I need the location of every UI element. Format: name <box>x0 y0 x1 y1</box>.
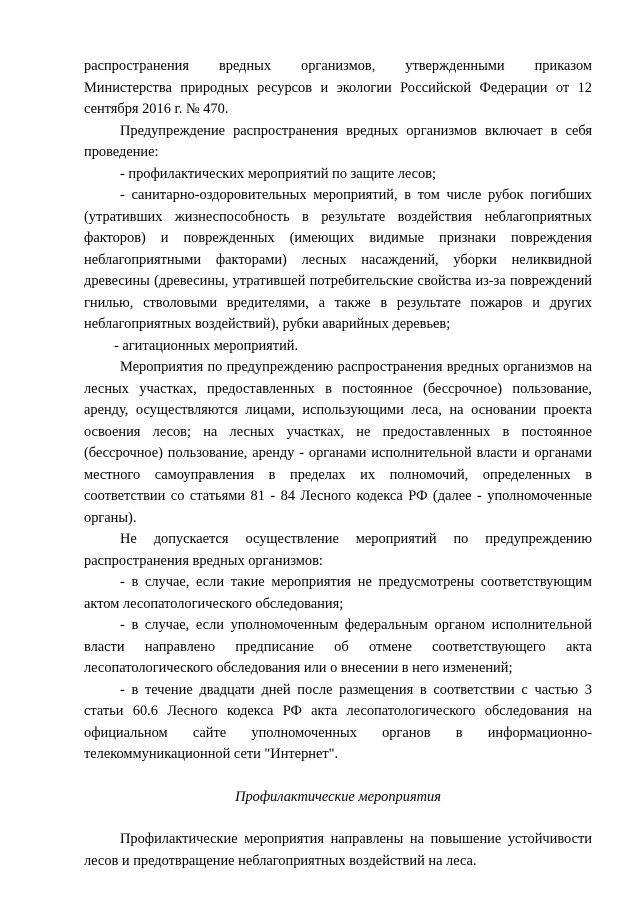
list-item-agitation: - агитационных мероприятий. <box>114 337 299 354</box>
paragraph-5: Профилактические мероприятия направлены на повышение устойчивости лесов и предотвращение неблагоприятных воздействий на леса. <box>84 831 592 869</box>
spacer <box>84 766 592 787</box>
document-page <box>84 56 592 872</box>
paragraph-1-line-2: Министерства природных ресурсов и экологии Российской Федерации от 12 сентября 2016 г. № 470. <box>84 79 592 117</box>
paragraph-1-line-1: распространения вредных организмов, утвержденными приказом <box>84 58 592 74</box>
case-item-2: - в случае, если уполномоченным федеральным органом исполнительной власти направлено предписание об отмене соответствующего акта лесопатологического обследования или о внесении в него изменений; <box>84 617 592 676</box>
case-item-1: - в случае, если такие мероприятия не предусмотрены соответствующим актом лесопатологического обследования; <box>84 574 592 612</box>
case-item-3: - в течение двадцати дней после размещения в соответствии с частью 3 статьи 60.6 Лесного кодекса РФ акта лесопатологического обследования на официальном сайте уполномоченных органов в информационно-телекоммуникационной сети "Интернет". <box>84 681 592 762</box>
list-item-prophylactic: - профилактических мероприятий по защите лесов; <box>120 165 437 182</box>
paragraph-3: Мероприятия по предупреждению распространения вредных организмов на лесных участках, предоставленных в постоянное (бессрочное) пользование, аренду, осуществляются лицами, использующими леса, на основании проекта освоения лесов; на лесных участках, не предоставленных в постоянное (бессрочное) пользование, аренду - органами исполнительной власти и органами местного самоуправления в пределах их полномочий, определенных в соответствии со статьями 81 - 84 Лесного кодекса РФ (далее - уполномоченные органы). <box>84 359 592 526</box>
paragraph-2: Предупреждение распространения вредных организмов включает в себя проведение: <box>84 122 592 160</box>
section-heading: Профилактические мероприятия <box>235 788 441 805</box>
paragraph-4: Не допускается осуществление мероприятий по предупреждению распространения вредных организмов: <box>84 531 592 569</box>
list-item-sanitary: - санитарно-оздоровительных мероприятий, в том числе рубок погибших (утративших жизнеспособность в результате воздействия неблагоприятных факторов) и поврежденных (имеющих видимые признаки повреждения неблагоприятными факторами) лесных насаждений, уборки неликвидной древесины (древесины, утратившей потребительские свойства из-за повреждений гнилью, стволовыми вредителями, а также в результате пожаров и других неблагоприятных воздействий), рубки аварийных деревьев; <box>84 187 592 332</box>
spacer <box>84 808 592 829</box>
